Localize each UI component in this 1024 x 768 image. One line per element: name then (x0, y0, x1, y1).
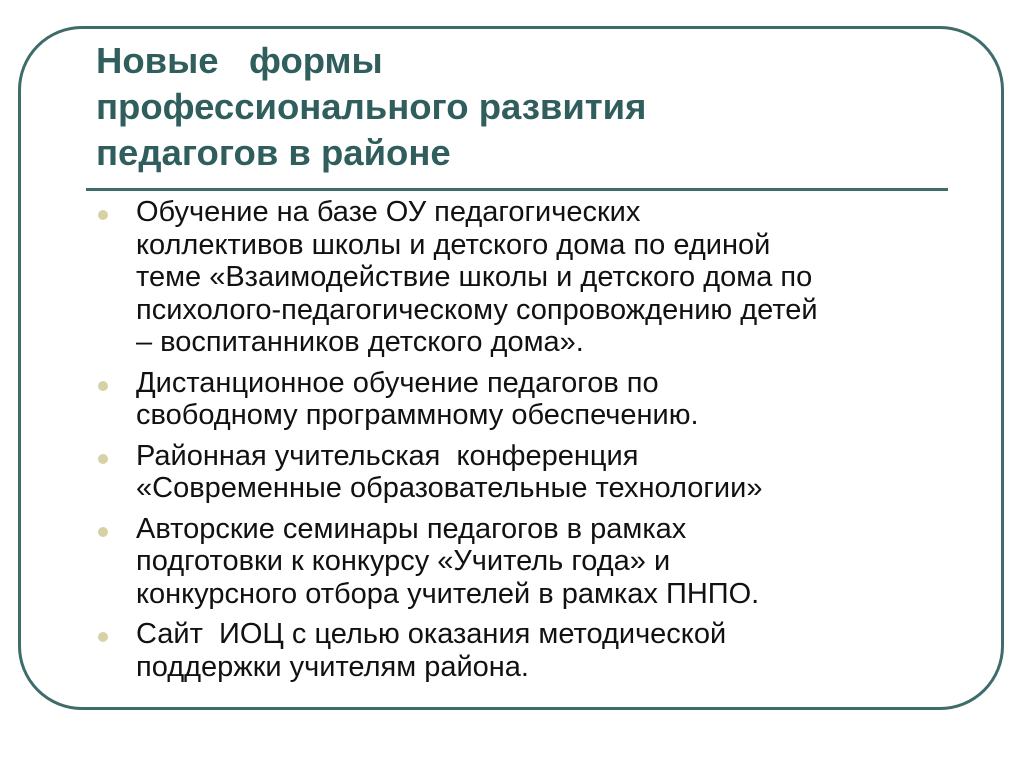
bullet-dot-icon (98, 527, 108, 537)
bullet-item (96, 513, 966, 611)
bullet-list (96, 196, 966, 691)
bullet-dot-icon (98, 210, 108, 220)
bullet-dot-icon (98, 632, 108, 642)
bullet-item (96, 196, 966, 359)
bullet-text: Авторские семинары педагогов в рамках подготовки к конкурсу «Учитель года» и конкурсного отбора учителей в рамках ПНПО. (136, 512, 760, 610)
bullet-text: Дистанционное обучение педагогов по свободному программному обеспечению. (136, 366, 699, 431)
bullet-item (96, 440, 966, 505)
bullet-text: Районная учительская конференция «Современные образовательные технологии» (136, 439, 763, 504)
bullet-dot-icon (98, 454, 108, 464)
slide-title: Новые формы профессионального развития педагогов в районе (96, 40, 647, 173)
bullet-dot-icon (98, 381, 108, 391)
bullet-item (96, 367, 966, 432)
bullet-text: Сайт ИОЦ с целью оказания методической поддержки учителям района. (136, 618, 727, 683)
bullet-item (96, 618, 966, 683)
title-divider (86, 188, 948, 191)
bullet-text: Обучение на базе ОУ педагогических коллективов школы и детского дома по единой теме «Взаимодействие школы и детского дома по психолого-педагогическому сопровождению детей – воспитанников детского дома». (136, 196, 818, 358)
